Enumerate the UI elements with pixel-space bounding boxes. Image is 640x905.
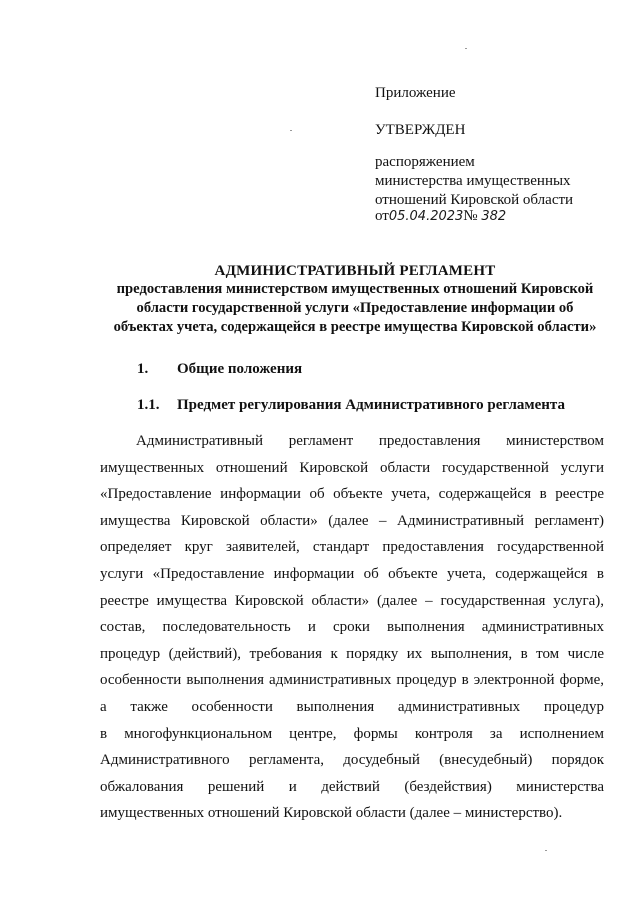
paragraph-line: а также особенности выполнения административных процедур: [100, 698, 604, 715]
paragraph-line: имущественных отношений Кировской области (далее – министерство).: [100, 805, 563, 822]
paragraph-line: реестре имущества Кировской области» (далее – государственная услуга),: [100, 592, 604, 609]
date-prefix: от: [375, 208, 389, 224]
document-subtitle-line: области государственной услуги «Предоставление информации об: [136, 300, 574, 316]
paragraph-line: состав, последовательность и сроки выполнения административных: [100, 619, 604, 636]
appendix-label: Приложение: [375, 85, 456, 101]
section-number: 1.: [137, 361, 149, 377]
paragraph-line: обжалования решений и действий (бездействия) министерства: [100, 778, 604, 795]
scan-speck: [545, 850, 547, 851]
handwritten-date: 05.04.2023: [388, 209, 464, 224]
scan-speck: [465, 48, 467, 49]
document-subtitle-line: предоставления министерством имущественных отношений Кировской: [116, 281, 594, 297]
section-heading: Общие положения: [177, 361, 303, 377]
document-subtitle-line: объектах учета, содержащейся в реестре имущества Кировской области»: [113, 319, 597, 335]
paragraph-line: определяет круг заявителей, стандарт предоставления государственной: [100, 539, 604, 556]
subsection-number: 1.1.: [137, 397, 160, 413]
paragraph-line: Административного регламента, досудебный (внесудебный) порядок: [100, 752, 604, 769]
order-reference: [375, 153, 573, 210]
paragraph-line: имущественных отношений Кировской области государственной услуги: [100, 459, 604, 476]
order-line: отношений Кировской области: [375, 192, 574, 208]
paragraph-line: имущества Кировской области» (далее – Административный регламент): [100, 512, 604, 529]
paragraph-line: «Предоставление информации об объекте учета, содержащейся в реестре: [100, 486, 604, 503]
approved-label: УТВЕРЖДЕН: [375, 122, 466, 138]
body-paragraph: [100, 428, 604, 827]
order-date-line: [375, 207, 506, 226]
order-line: министерства имущественных: [375, 173, 571, 189]
order-line: распоряжением: [375, 154, 475, 170]
paragraph-line: Административный регламент предоставления министерством: [136, 433, 604, 449]
paragraph-line: процедур (действий), требования к порядку их выполнения, в том числе: [100, 645, 604, 662]
number-prefix: №: [463, 208, 478, 224]
paragraph-line: в многофункциональном центре, формы контроля за исполнением: [100, 725, 604, 742]
document-title-block: [95, 262, 615, 337]
scan-speck: [290, 130, 292, 131]
handwritten-number: 382: [481, 209, 507, 224]
paragraph-line: особенности выполнения административных процедур в электронной форме,: [100, 672, 604, 689]
paragraph-line: услуги «Предоставление информации об объекте учета, содержащейся в: [100, 565, 604, 582]
document-title: АДМИНИСТРАТИВНЫЙ РЕГЛАМЕНТ: [214, 263, 496, 279]
subsection-heading: Предмет регулирования Административного регламента: [177, 397, 565, 413]
